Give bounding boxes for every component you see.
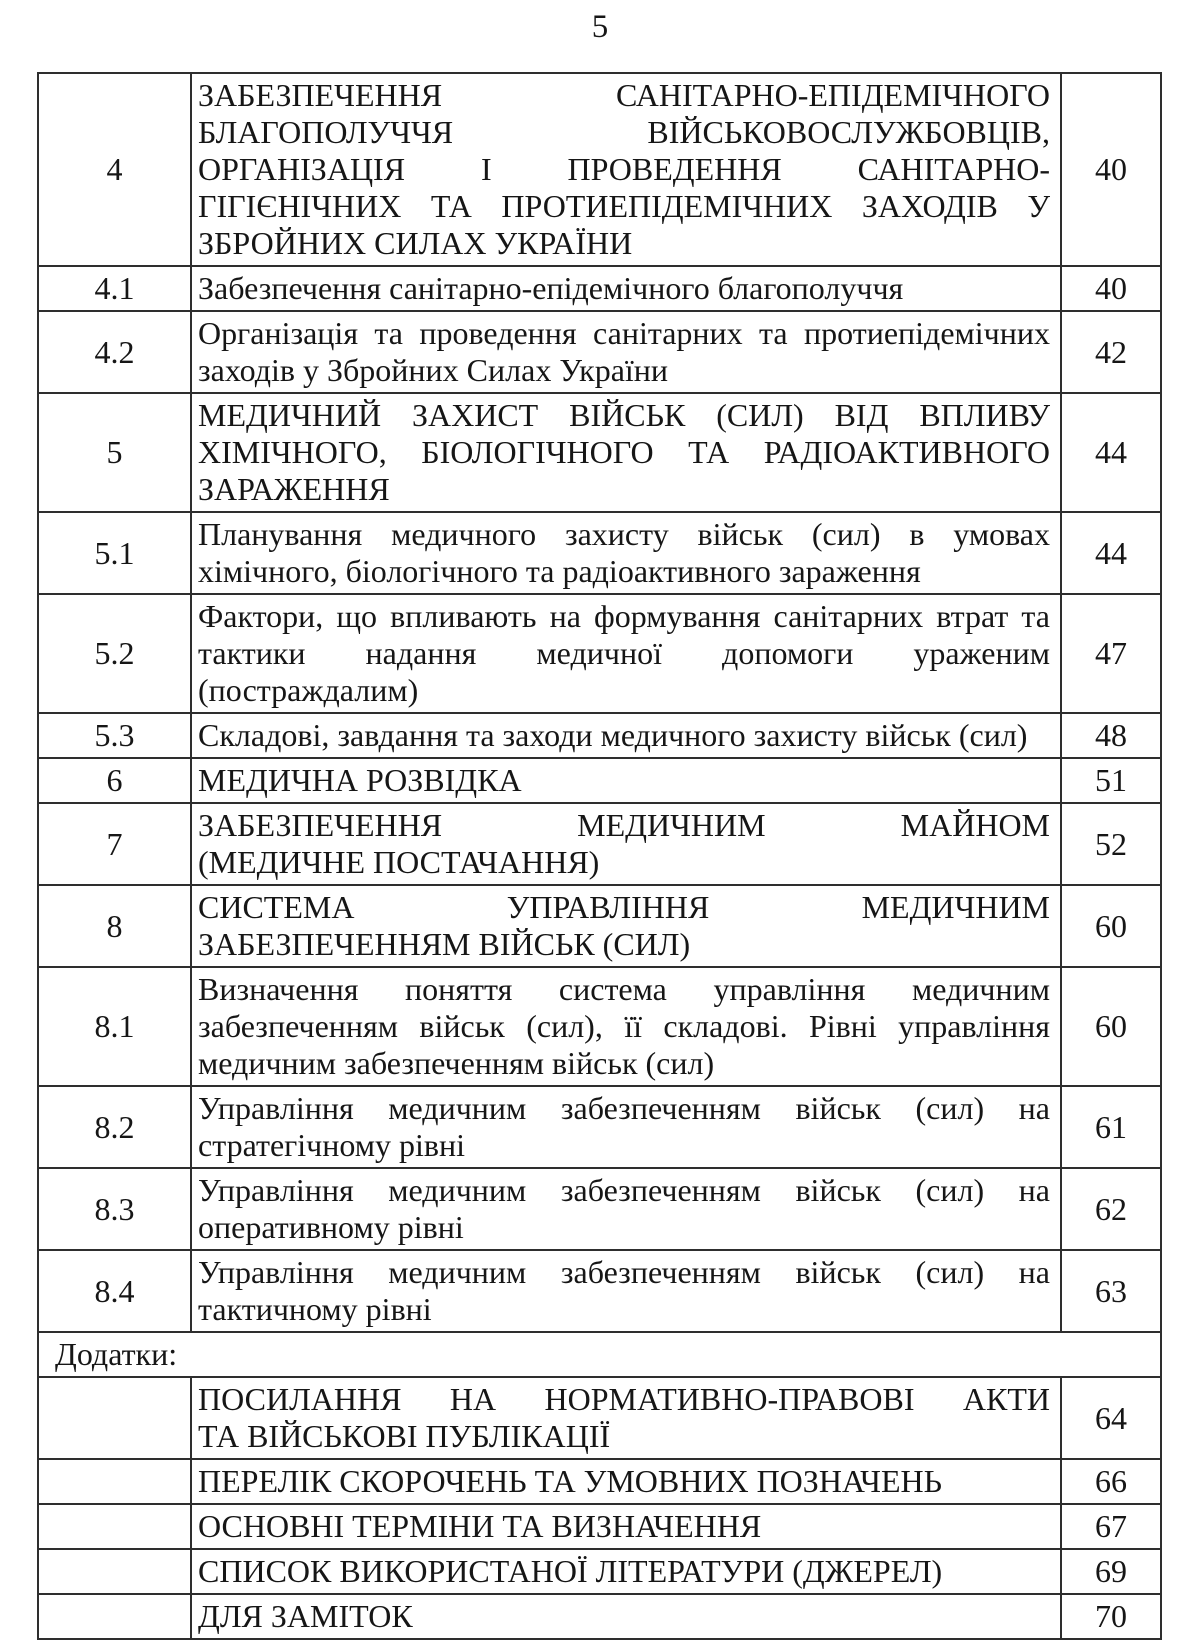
toc-row-page: 62 [1061, 1168, 1161, 1250]
toc-row-title [191, 594, 1061, 713]
toc-row [38, 1332, 1161, 1377]
toc-row [38, 1086, 1161, 1168]
toc-row-title [191, 1168, 1061, 1250]
toc-title-line: ОРГАНІЗАЦІЯ І ПРОВЕДЕННЯ САНІТАРНО- [198, 151, 1050, 187]
toc-row-page: 48 [1061, 713, 1161, 758]
toc-title-line: Управління медичним забезпеченням військ (сил) на [198, 1254, 1050, 1290]
toc-row [38, 512, 1161, 594]
toc-row-number: 8.1 [38, 967, 191, 1086]
toc-row [38, 1549, 1161, 1594]
toc-row-title [191, 1377, 1061, 1459]
toc-title-line: оперативному рівні [198, 1209, 464, 1245]
toc-row-title [191, 758, 1061, 803]
toc-row-title [191, 803, 1061, 885]
toc-row-page: 44 [1061, 393, 1161, 512]
toc-row-title [191, 967, 1061, 1086]
toc-row [38, 758, 1161, 803]
toc-row [38, 713, 1161, 758]
toc-row-title [191, 311, 1061, 393]
toc-row-number [38, 1594, 191, 1639]
toc-title-line: Фактори, що впливають на формування санітарних втрат та [198, 598, 1050, 634]
toc-row-title [191, 393, 1061, 512]
toc-row-page: 60 [1061, 967, 1161, 1086]
toc-row [38, 1377, 1161, 1459]
toc-title-line: ДЛЯ ЗАМІТОК [198, 1598, 413, 1634]
toc-rows [38, 73, 1161, 1639]
toc-row-number [38, 1549, 191, 1594]
toc-row [38, 885, 1161, 967]
toc-row-number: 5.3 [38, 713, 191, 758]
toc-row [38, 73, 1161, 266]
toc-title-line: ЗАРАЖЕННЯ [198, 471, 390, 507]
toc-row-page: 61 [1061, 1086, 1161, 1168]
toc-row-number: 5.1 [38, 512, 191, 594]
toc-row-page: 47 [1061, 594, 1161, 713]
toc-row-title [191, 266, 1061, 311]
toc-row-number: 5 [38, 393, 191, 512]
toc-row [38, 311, 1161, 393]
toc-title-line: ЗБРОЙНИХ СИЛАХ УКРАЇНИ [198, 225, 633, 261]
toc-row [38, 1250, 1161, 1332]
toc-row-page: 51 [1061, 758, 1161, 803]
toc-row-page: 67 [1061, 1504, 1161, 1549]
toc-row-number: 8.4 [38, 1250, 191, 1332]
toc-title-line: Визначення поняття система управління медичним [198, 971, 1050, 1007]
toc-row-title [191, 512, 1061, 594]
toc-row-number: 7 [38, 803, 191, 885]
toc-title-line: ЗАБЕЗПЕЧЕННЯ САНІТАРНО-ЕПІДЕМІЧНОГО [198, 77, 1050, 113]
toc-row [38, 266, 1161, 311]
toc-title-line: заходів у Збройних Силах України [198, 352, 669, 388]
toc-row-title [191, 1459, 1061, 1504]
toc-row-number: 4.1 [38, 266, 191, 311]
toc-row [38, 1504, 1161, 1549]
toc-row [38, 594, 1161, 713]
toc-title-line: стратегічному рівні [198, 1127, 466, 1163]
toc-row-number: 4 [38, 73, 191, 266]
toc-row [38, 1168, 1161, 1250]
toc-title-line: СИСТЕМА УПРАВЛІННЯ МЕДИЧНИМ [198, 889, 1050, 925]
toc-row-page: 64 [1061, 1377, 1161, 1459]
toc-row-page: 63 [1061, 1250, 1161, 1332]
toc-row-title [191, 713, 1061, 758]
toc-row-title [191, 1250, 1061, 1332]
toc-table [37, 72, 1162, 1640]
toc-row-page: 70 [1061, 1594, 1161, 1639]
toc-title-line: МЕДИЧНА РОЗВІДКА [198, 762, 522, 798]
toc-row-number: 6 [38, 758, 191, 803]
toc-title-line: ЗАБЕЗПЕЧЕННЯМ ВІЙСЬК (СИЛ) [198, 926, 691, 962]
toc-row-number: 4.2 [38, 311, 191, 393]
toc-row-number [38, 1504, 191, 1549]
toc-row-number [38, 1459, 191, 1504]
toc-title-line: Складові, завдання та заходи медичного захисту військ (сил) [198, 717, 1028, 753]
toc-title-line: БЛАГОПОЛУЧЧЯ ВІЙСЬКОВОСЛУЖБОВЦІВ, [198, 114, 1050, 150]
toc-title-line: Організація та проведення санітарних та протиепідемічних [198, 315, 1050, 351]
toc-row [38, 1459, 1161, 1504]
toc-row [38, 393, 1161, 512]
toc-title-line: ПЕРЕЛІК СКОРОЧЕНЬ ТА УМОВНИХ ПОЗНАЧЕНЬ [198, 1463, 942, 1499]
toc-row-number: 8.2 [38, 1086, 191, 1168]
toc-row-page: 60 [1061, 885, 1161, 967]
toc-row-page: 44 [1061, 512, 1161, 594]
toc-title-line: медичним забезпеченням військ (сил) [198, 1045, 715, 1081]
toc-title-line: забезпеченням військ (сил), її складові. Рівні управління [198, 1008, 1050, 1044]
toc-title-line: (МЕДИЧНЕ ПОСТАЧАННЯ) [198, 844, 600, 880]
toc-row-number: 5.2 [38, 594, 191, 713]
toc-row-title [191, 1086, 1061, 1168]
toc-title-line: ПОСИЛАННЯ НА НОРМАТИВНО-ПРАВОВІ АКТИ [198, 1381, 1050, 1417]
toc-row-page: 42 [1061, 311, 1161, 393]
toc-title-line: Планування медичного захисту військ (сил) в умовах [198, 516, 1050, 552]
toc-title-line: Управління медичним забезпеченням військ (сил) на [198, 1090, 1050, 1126]
toc-appendices-label: Додатки: [38, 1332, 1161, 1377]
toc-row [38, 967, 1161, 1086]
toc-title-line: ГІГІЄНІЧНИХ ТА ПРОТИЕПІДЕМІЧНИХ ЗАХОДІВ У [198, 188, 1050, 224]
toc-title-line: хімічного, біологічного та радіоактивного зараження [198, 553, 921, 589]
toc-row-title [191, 1549, 1061, 1594]
toc-row-page: 69 [1061, 1549, 1161, 1594]
toc-row-page: 40 [1061, 73, 1161, 266]
toc-title-line: Управління медичним забезпеченням військ (сил) на [198, 1172, 1050, 1208]
toc-row [38, 1594, 1161, 1639]
toc-title-line: ХІМІЧНОГО, БІОЛОГІЧНОГО ТА РАДІОАКТИВНОГО [198, 434, 1050, 470]
toc-title-line: тактичному рівні [198, 1291, 432, 1327]
toc-row-title [191, 73, 1061, 266]
toc-title-line: (постраждалим) [198, 672, 419, 708]
toc-row-number: 8.3 [38, 1168, 191, 1250]
toc-row-number [38, 1377, 191, 1459]
toc-title-line: МЕДИЧНИЙ ЗАХИСТ ВІЙСЬК (СИЛ) ВІД ВПЛИВУ [198, 397, 1050, 433]
page-number: 5 [591, 9, 609, 45]
toc-title-line: ЗАБЕЗПЕЧЕННЯ МЕДИЧНИМ МАЙНОМ [198, 807, 1050, 843]
toc-row-page: 66 [1061, 1459, 1161, 1504]
toc-title-line: Забезпечення санітарно-епідемічного благополуччя [198, 270, 904, 306]
toc-row-title [191, 1594, 1061, 1639]
toc-title-line: ТА ВІЙСЬКОВІ ПУБЛІКАЦІЇ [198, 1418, 611, 1454]
toc-row-number: 8 [38, 885, 191, 967]
toc-title-line: ОСНОВНІ ТЕРМІНИ ТА ВИЗНАЧЕННЯ [198, 1508, 762, 1544]
toc-title-line: тактики надання медичної допомоги ураженим [198, 635, 1050, 671]
toc-row-title [191, 885, 1061, 967]
toc-row-page: 52 [1061, 803, 1161, 885]
toc-title-line: СПИСОК ВИКОРИСТАНОЇ ЛІТЕРАТУРИ (ДЖЕРЕЛ) [198, 1553, 943, 1589]
toc-row-page: 40 [1061, 266, 1161, 311]
toc-row [38, 803, 1161, 885]
toc-row-title [191, 1504, 1061, 1549]
